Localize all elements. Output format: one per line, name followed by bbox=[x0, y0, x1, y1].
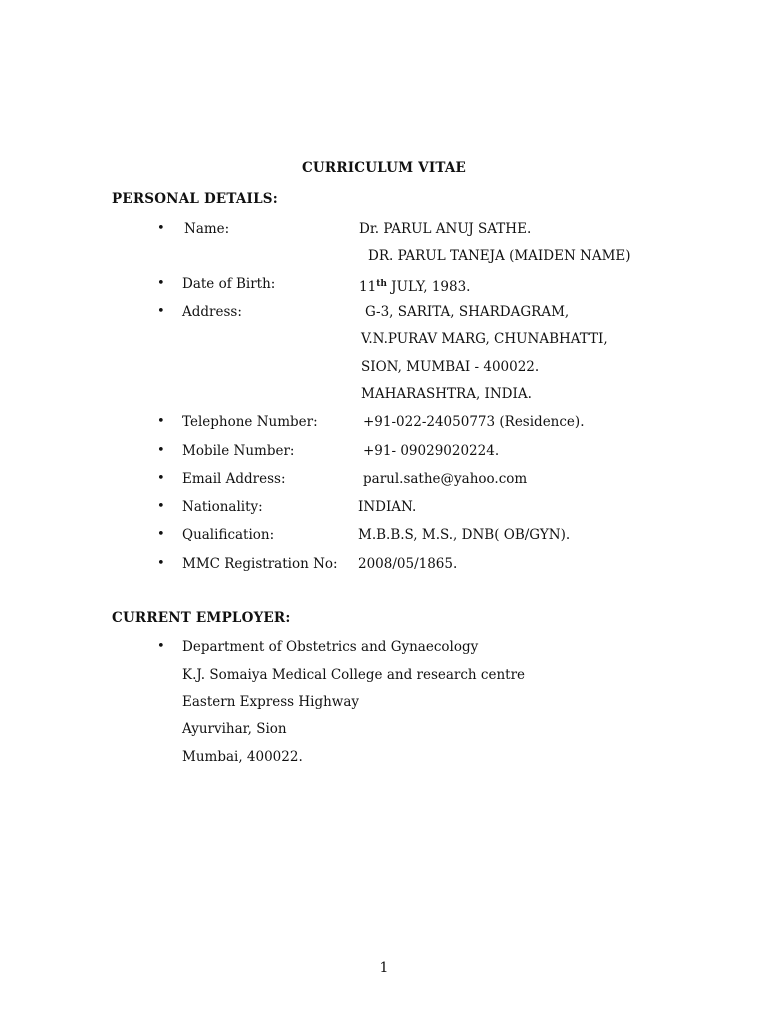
bullet-icon: • bbox=[157, 527, 165, 542]
bullet-icon: • bbox=[157, 443, 165, 458]
dob-day: 11 bbox=[359, 279, 377, 295]
address-label: Address: bbox=[182, 304, 242, 320]
employer-city: Mumbai, 400022. bbox=[182, 749, 303, 765]
address-line-2: V.N.PURAV MARG, CHUNABHATTI, bbox=[361, 331, 608, 347]
nationality-value: INDIAN. bbox=[358, 499, 417, 515]
name-value: Dr. PARUL ANUJ SATHE. bbox=[359, 221, 532, 237]
current-employer-heading: CURRENT EMPLOYER: bbox=[112, 610, 291, 626]
email-value: parul.sathe@yahoo.com bbox=[363, 471, 528, 487]
mobile-label: Mobile Number: bbox=[182, 443, 295, 459]
email-label: Email Address: bbox=[182, 471, 286, 487]
telephone-label: Telephone Number: bbox=[182, 414, 318, 430]
bullet-icon: • bbox=[157, 276, 165, 291]
dob-rest: JULY, 1983. bbox=[386, 279, 471, 295]
dob-value bbox=[359, 275, 470, 296]
maiden-name-value: DR. PARUL TANEJA (MAIDEN NAME) bbox=[368, 248, 631, 264]
address-line-1: G-3, SARITA, SHARDAGRAM, bbox=[365, 304, 570, 320]
personal-details-heading: PERSONAL DETAILS: bbox=[112, 191, 278, 207]
bullet-icon: • bbox=[157, 304, 165, 319]
bullet-icon: • bbox=[157, 556, 165, 571]
document-title: CURRICULUM VITAE bbox=[301, 160, 467, 176]
page-number: 1 bbox=[379, 960, 389, 976]
employer-area: Ayurvihar, Sion bbox=[182, 721, 287, 737]
qualification-value: M.B.B.S, M.S., DNB( OB/GYN). bbox=[358, 527, 571, 543]
employer-department: Department of Obstetrics and Gynaecology bbox=[182, 639, 479, 655]
bullet-icon: • bbox=[157, 221, 165, 236]
mobile-value: +91- 09029020224. bbox=[363, 443, 500, 459]
bullet-icon: • bbox=[157, 499, 165, 514]
telephone-value: +91-022-24050773 (Residence). bbox=[363, 414, 585, 430]
mmc-label: MMC Registration No: bbox=[182, 556, 338, 572]
qualification-label: Qualification: bbox=[182, 527, 275, 543]
address-line-3: SION, MUMBAI - 400022. bbox=[361, 359, 540, 375]
bullet-icon: • bbox=[157, 471, 165, 486]
dob-label: Date of Birth: bbox=[182, 276, 276, 292]
nationality-label: Nationality: bbox=[182, 499, 263, 515]
dob-suffix: th bbox=[376, 279, 387, 289]
name-label: Name: bbox=[184, 221, 230, 237]
address-line-4: MAHARASHTRA, INDIA. bbox=[361, 386, 532, 402]
employer-street: Eastern Express Highway bbox=[182, 694, 360, 710]
employer-college: K.J. Somaiya Medical College and research centre bbox=[182, 667, 526, 683]
bullet-icon: • bbox=[157, 414, 165, 429]
mmc-value: 2008/05/1865. bbox=[358, 556, 458, 572]
bullet-icon: • bbox=[157, 639, 165, 654]
